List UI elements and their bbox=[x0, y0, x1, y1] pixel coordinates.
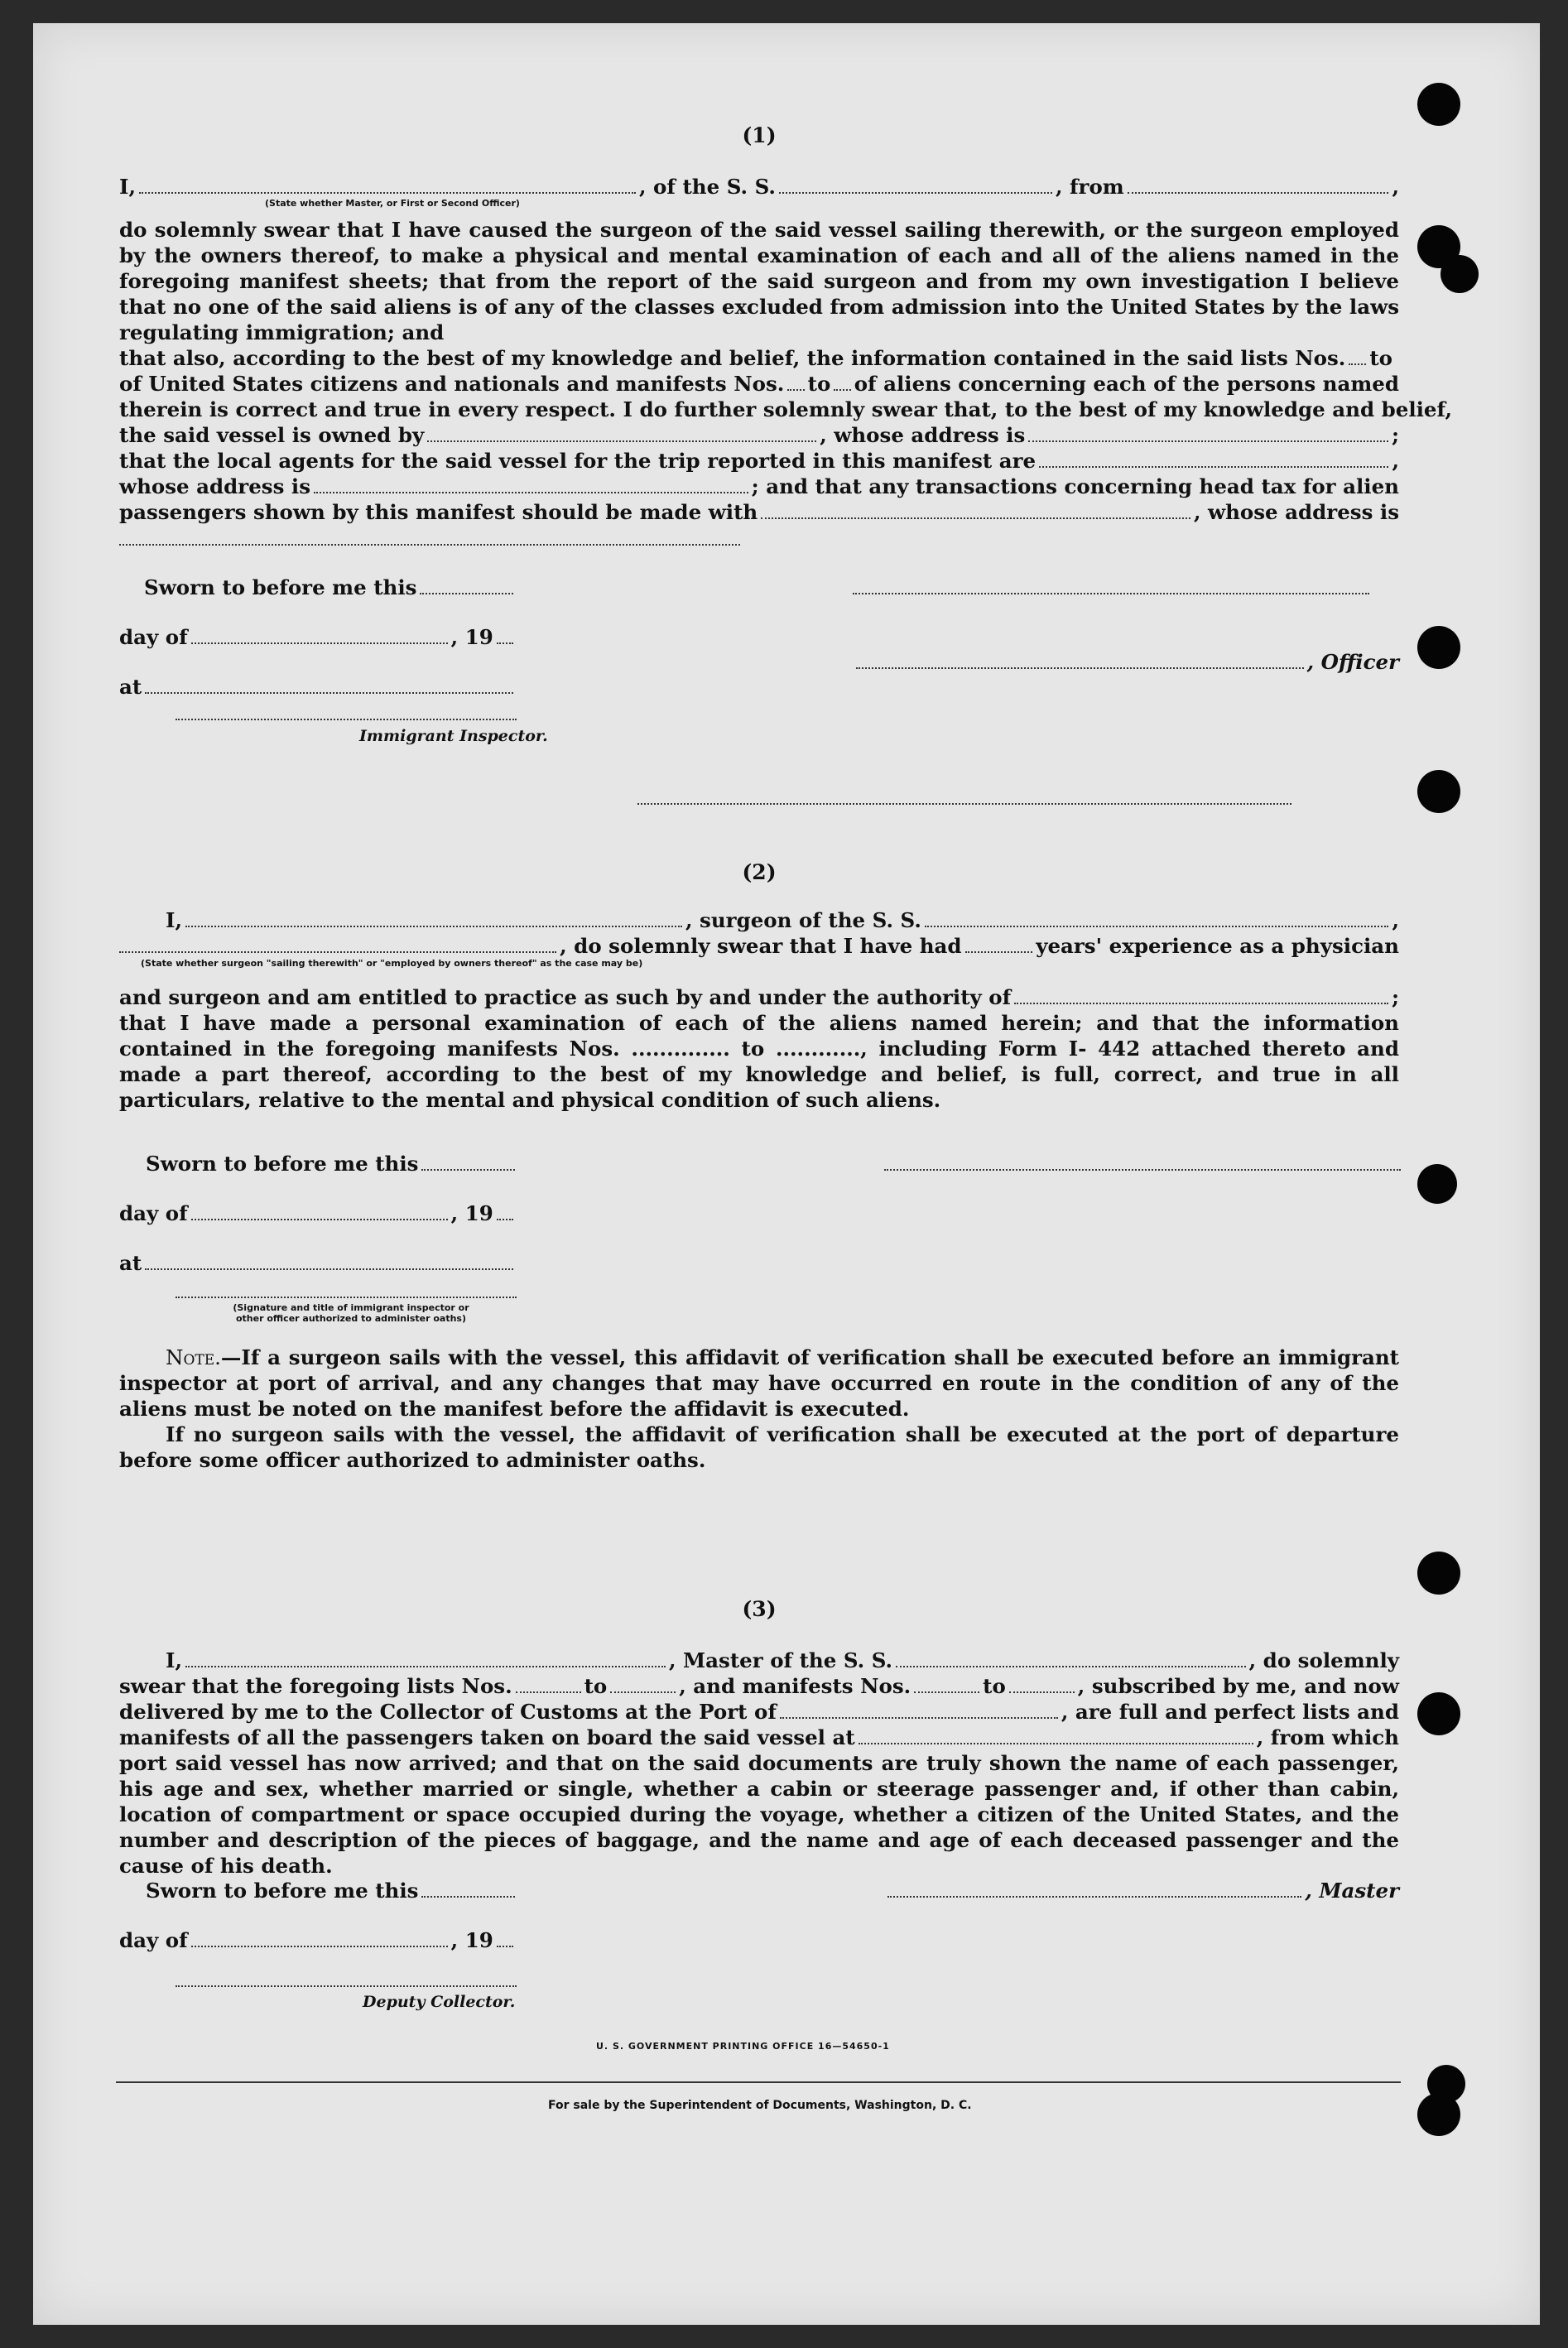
s1-officer-signature-line[interactable] bbox=[853, 591, 1369, 594]
s3-collector-signature-line[interactable] bbox=[176, 1984, 517, 1987]
s3-paragraph: port said vessel has now arrived; and that on the said documents are truly shown the name of each passenger, his age and sex, whether married or single, whether a cabin or steerage passenger and, if other than cabin, location of compartment or space occupied during the voyage, whether a citizen of the United States, and the number and description of the pieces of baggage, and the name and age of each deceased passenger and the cause of his death. bbox=[119, 1751, 1399, 1878]
binder-hole bbox=[1441, 255, 1479, 293]
s1-line-1: I, , of the S. S. , from , bbox=[119, 175, 1399, 199]
s1-sworn-row: Sworn to before me this bbox=[144, 575, 517, 600]
s1-line-11: that the local agents for the said vessel for the trip reported in this manifest are , bbox=[119, 449, 1399, 473]
s2-day-row: day of , 19 bbox=[119, 1200, 517, 1226]
s1-officer-row: , Officer bbox=[853, 649, 1399, 675]
head-tax-address-field[interactable] bbox=[119, 542, 740, 546]
s3-sworn-date-field[interactable] bbox=[421, 1878, 515, 1898]
years-experience-field[interactable] bbox=[965, 933, 1033, 953]
owner-field[interactable] bbox=[427, 422, 816, 442]
s2-surgeon-signature-line[interactable] bbox=[884, 1167, 1401, 1171]
surgeon-status-field[interactable] bbox=[119, 933, 556, 953]
binder-hole bbox=[1417, 626, 1460, 669]
s1-line-9: therein is correct and true in every respect. I do further solemnly swear that, to the best of my knowledge and belief, bbox=[119, 397, 1453, 421]
s3-master-signature-line[interactable] bbox=[887, 1878, 1301, 1898]
s2-line-1: I, , surgeon of the S. S. , bbox=[166, 908, 1399, 932]
s2-status-note: (State whether surgeon "sailing therewith" or "employed by owners thereof" as the case may be) bbox=[141, 958, 643, 969]
footer-rule bbox=[116, 2081, 1401, 2083]
s1-line-7: that also, according to the best of my knowledge and belief, the information contained in the said lists Nos. to bbox=[119, 346, 1392, 370]
s2-vessel-field[interactable] bbox=[925, 907, 1389, 927]
binder-hole bbox=[1417, 770, 1460, 813]
s2-note-2: If no surgeon sails with the vessel, the affidavit of verification shall be executed at the port of departure before some officer authorized to administer oaths. bbox=[119, 1422, 1399, 1472]
s1-line-12: whose address is ; and that any transactions concerning head tax for alien bbox=[119, 474, 1399, 498]
s3-vessel-field[interactable] bbox=[896, 1648, 1246, 1667]
lists-from-field[interactable] bbox=[1349, 345, 1366, 365]
s2-at-field[interactable] bbox=[145, 1250, 513, 1270]
s3-line-1: I, , Master of the S. S. , do solemnly bbox=[166, 1648, 1399, 1672]
s3-manifests-to-field[interactable] bbox=[1009, 1673, 1075, 1693]
s2-signature-note: (Signature and title of immigrant inspector or other officer authorized to administer oaths) bbox=[233, 1302, 469, 1324]
s3-lists-to-field[interactable] bbox=[610, 1673, 676, 1693]
section-2-title: (2) bbox=[742, 860, 777, 884]
footer-text: For sale by the Superintendent of Documents, Washington, D. C. bbox=[548, 2099, 972, 2112]
s2-inspector-signature-line[interactable] bbox=[176, 1295, 517, 1298]
s1-day-field[interactable] bbox=[191, 624, 448, 644]
manifests-to-field[interactable] bbox=[834, 371, 850, 391]
officer-rank-field[interactable] bbox=[139, 174, 636, 194]
s3-line-4: manifests of all the passengers taken on board the said vessel at , from which bbox=[119, 1725, 1399, 1749]
head-tax-party-field[interactable] bbox=[761, 499, 1190, 519]
s2-line-3: and surgeon and am entitled to practice as such by and under the authority of ; bbox=[119, 985, 1399, 1009]
s1-line-13: passengers shown by this manifest should be made with , whose address is bbox=[119, 500, 1399, 524]
s3-year-field[interactable] bbox=[497, 1927, 513, 1947]
s1-sworn-date-field[interactable] bbox=[420, 575, 513, 594]
s1-extra-line bbox=[637, 801, 1291, 805]
binder-hole bbox=[1417, 83, 1460, 126]
binder-hole bbox=[1417, 1692, 1460, 1735]
owner-address-field[interactable] bbox=[1028, 422, 1388, 442]
s1-at-row: at bbox=[119, 674, 517, 700]
binder-hole bbox=[1417, 2093, 1460, 2136]
s3-sworn-row: Sworn to before me this bbox=[146, 1878, 518, 1903]
local-agents-field[interactable] bbox=[1039, 448, 1388, 468]
s2-sworn-row: Sworn to before me this bbox=[146, 1151, 518, 1176]
s1-paragraph: do solemnly swear that I have caused the surgeon of the said vessel sailing therewith, or the surgeon employed by the owners thereof, to make a physical and mental examination of each and all of the aliens named in the foregoing manifest sheets; that from the report of the said surgeon and from my own investigation I believe that no one of the said aliens is of any of the classes excluded from admission into the United States by the laws regulating immigration; and bbox=[119, 218, 1399, 344]
s1-day-row: day of , 19 bbox=[119, 624, 517, 650]
s1-line-8: of United States citizens and nationals and manifests Nos. to of aliens concerning each of the persons named bbox=[119, 372, 1399, 396]
binder-hole bbox=[1417, 1164, 1457, 1204]
s2-at-row: at bbox=[119, 1250, 517, 1276]
agents-address-field[interactable] bbox=[314, 474, 748, 493]
departure-port-field[interactable] bbox=[859, 1725, 1253, 1744]
surgeon-name-field[interactable] bbox=[185, 907, 682, 927]
s2-day-field[interactable] bbox=[191, 1200, 448, 1220]
s2-note-1: Note.—If a surgeon sails with the vessel, this affidavit of verification shall be executed before an immigrant inspector at port of arrival, and any changes that may have occurred en route in the condition of any of the aliens must be noted on the manifest before the affidavit is executed. bbox=[119, 1345, 1399, 1421]
s1-inspector-caption: Immigrant Inspector. bbox=[359, 727, 548, 745]
s2-sworn-date-field[interactable] bbox=[421, 1151, 515, 1171]
s1-at-field[interactable] bbox=[145, 674, 513, 694]
s2-paragraph: that I have made a personal examination of each of the aliens named herein; and that the information contained in the foregoing manifests Nos. .............. to ............, including Form I- 442 attached thereto and made a part thereof, according to the best of my knowledge and belief, is full, correct, and true in all particulars, relative to the mental and physical condition of such aliens. bbox=[119, 1011, 1399, 1112]
s3-day-row: day of , 19 bbox=[119, 1927, 517, 1953]
s3-collector-caption: Deputy Collector. bbox=[363, 1993, 516, 2011]
s1-year-field[interactable] bbox=[497, 624, 513, 644]
gpo-imprint: U. S. GOVERNMENT PRINTING OFFICE 16—54650-1 bbox=[596, 2041, 890, 2052]
s3-line-2: swear that the foregoing lists Nos. to , and manifests Nos. to , subscribed by me, and now bbox=[119, 1674, 1399, 1698]
section-1-title: (1) bbox=[742, 123, 777, 147]
port-field[interactable] bbox=[780, 1699, 1058, 1719]
section-3-title: (3) bbox=[742, 1597, 777, 1621]
s1-line-10: the said vessel is owned by , whose address is ; bbox=[119, 423, 1399, 447]
s3-line-3: delivered by me to the Collector of Customs at the Port of , are full and perfect lists and bbox=[119, 1700, 1399, 1724]
s3-day-field[interactable] bbox=[191, 1927, 448, 1947]
vessel-name-field[interactable] bbox=[779, 174, 1052, 194]
s1-rank-note: (State whether Master, or First or Second Officer) bbox=[265, 198, 520, 209]
authority-field[interactable] bbox=[1014, 984, 1388, 1004]
s1-officer-name-line[interactable] bbox=[856, 649, 1304, 669]
from-port-field[interactable] bbox=[1128, 174, 1389, 194]
master-name-field[interactable] bbox=[185, 1648, 666, 1667]
document-page bbox=[33, 23, 1540, 2325]
s3-master-row: , Master bbox=[884, 1878, 1399, 1903]
manifests-from-field[interactable] bbox=[787, 371, 804, 391]
s2-line-2: , do solemnly swear that I have had years' experience as a physician bbox=[119, 933, 1399, 959]
binder-hole bbox=[1417, 1552, 1460, 1595]
s3-manifests-from-field[interactable] bbox=[914, 1673, 979, 1693]
s2-year-field[interactable] bbox=[497, 1200, 513, 1220]
s1-inspector-signature-line[interactable] bbox=[176, 717, 517, 720]
s3-lists-from-field[interactable] bbox=[516, 1673, 581, 1693]
